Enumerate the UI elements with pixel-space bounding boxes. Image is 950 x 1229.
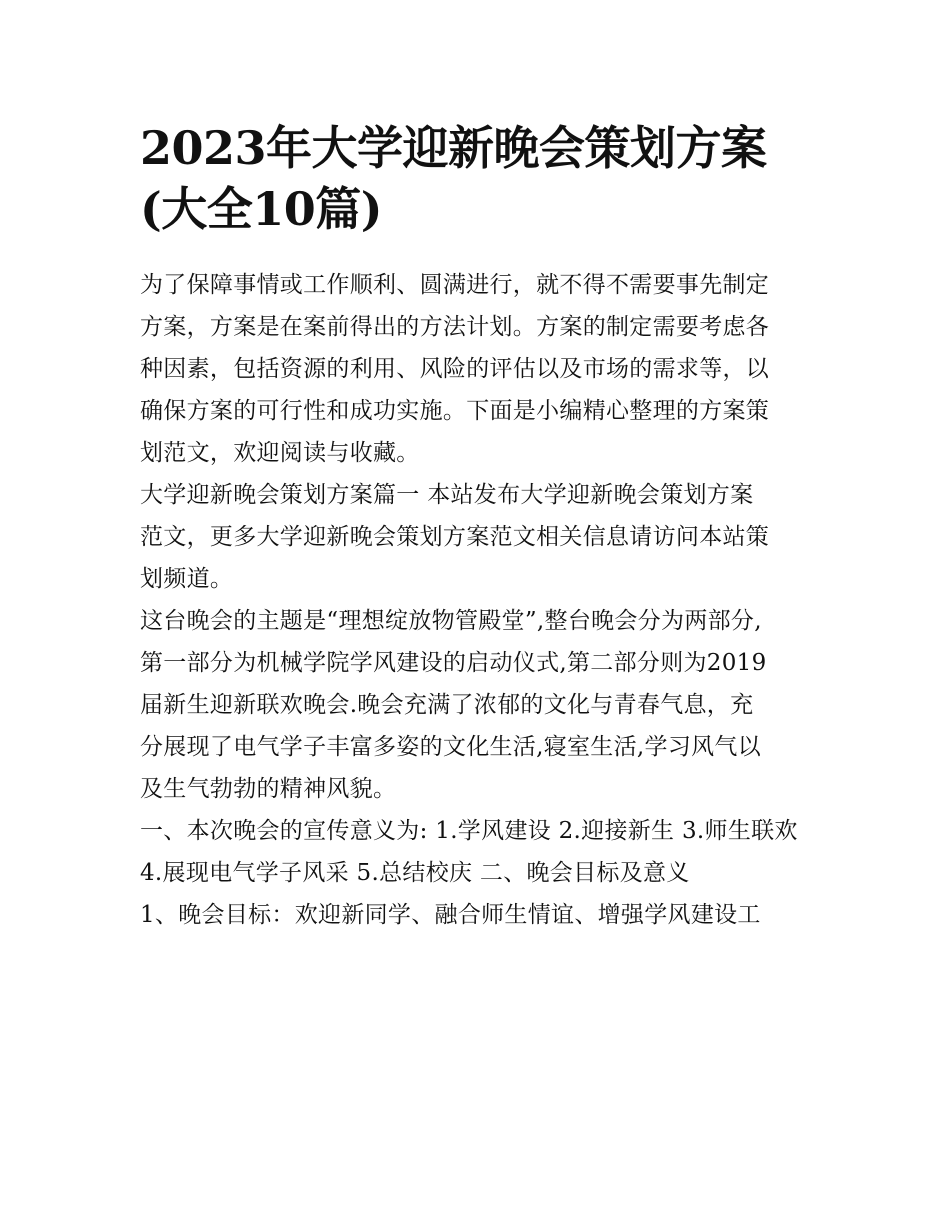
paragraph-intro <box>140 264 812 474</box>
paragraph-goals <box>140 894 812 936</box>
text-line: 一、本次晚会的宣传意义为: 1.学风建设 2.迎接新生 3.师生联欢 <box>140 818 798 844</box>
text-line: 大学迎新晚会策划方案篇一 本站发布大学迎新晚会策划方案 <box>140 482 754 508</box>
text-line: 为了保障事情或工作顺利、圆满进行，就不得不需要事先制定 <box>140 272 770 298</box>
text-line: 届新生迎新联欢晚会.晚会充满了浓郁的文化与青春气息，充 <box>140 692 754 718</box>
title-line: 2023年大学迎新晚会策划方案 <box>140 121 767 175</box>
text-line: 划频道。 <box>140 566 234 592</box>
text-line: 划范文，欢迎阅读与收藏。 <box>140 440 420 466</box>
text-line: 确保方案的可行性和成功实施。下面是小编精心整理的方案策 <box>140 398 770 424</box>
text-line: 第一部分为机械学院学风建设的启动仪式,第二部分则为2019 <box>140 650 767 676</box>
document-content <box>140 118 812 936</box>
text-line: 方案，方案是在案前得出的方法计划。方案的制定需要考虑各 <box>140 314 770 340</box>
text-line: 种因素，包括资源的利用、风险的评估以及市场的需求等，以 <box>140 356 770 382</box>
paragraph-significance <box>140 810 812 894</box>
text-line: 范文，更多大学迎新晚会策划方案范文相关信息请访问本站策 <box>140 524 770 550</box>
document-body <box>140 264 812 936</box>
text-line: 分展现了电气学子丰富多姿的文化生活,寝室生活,学习风气以 <box>140 734 762 760</box>
paragraph-section-one <box>140 474 812 600</box>
paragraph-theme <box>140 600 812 810</box>
text-line: 1、晚会目标：欢迎新同学、融合师生情谊、增强学风建设工 <box>140 902 761 928</box>
text-line: 这台晚会的主题是“理想绽放物管殿堂”,整台晚会分为两部分, <box>140 608 762 634</box>
document-title <box>140 118 812 240</box>
title-line: (大全10篇) <box>140 182 383 236</box>
text-line: 及生气勃勃的精神风貌。 <box>140 776 397 802</box>
text-line: 4.展现电气学子风采 5.总结校庆 二、晚会目标及意义 <box>140 860 690 886</box>
